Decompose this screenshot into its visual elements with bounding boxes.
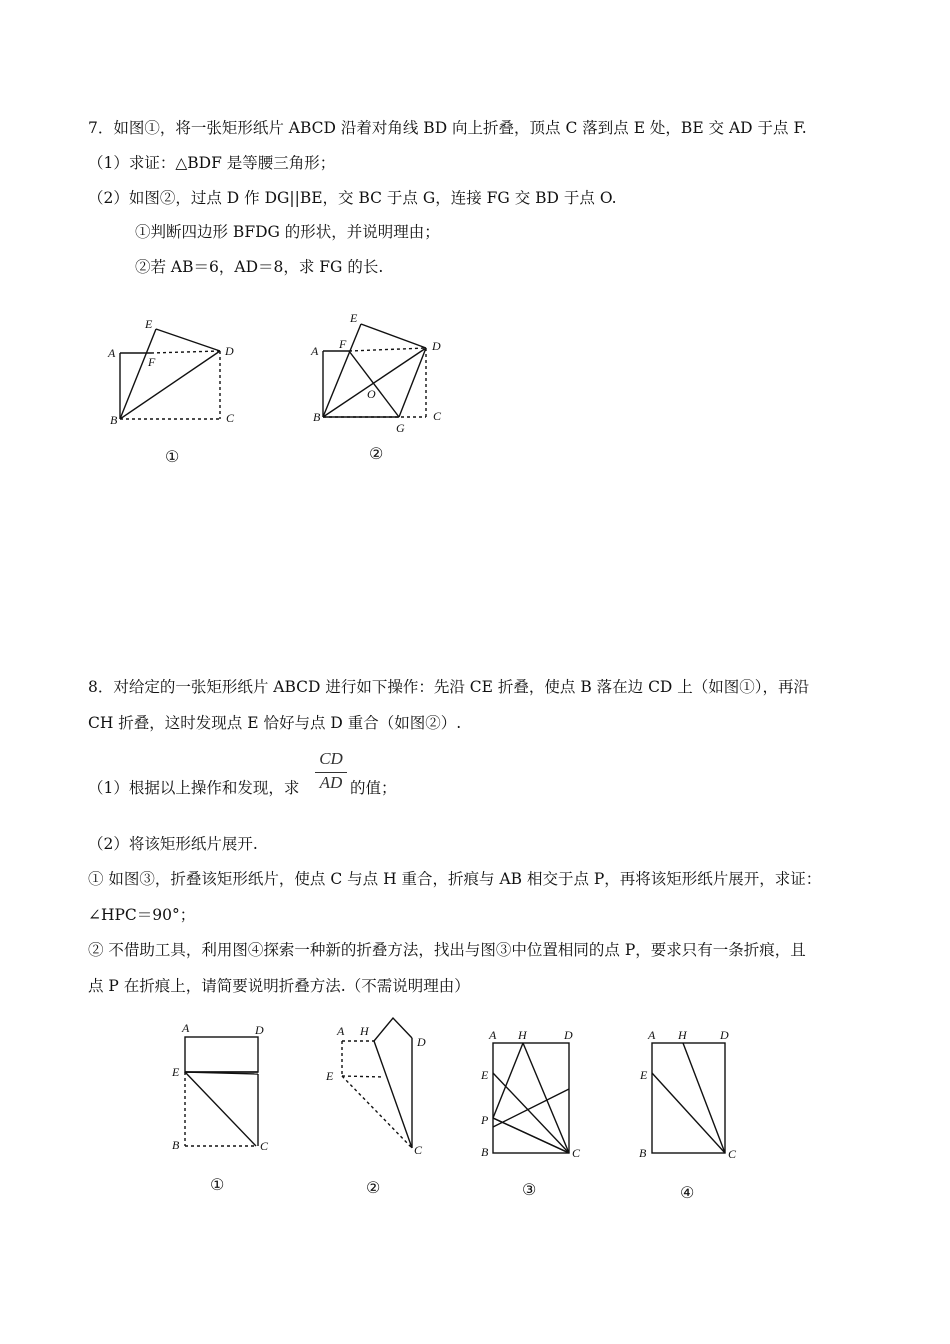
q8-part1-pre: （1）根据以上操作和发现，求 [88, 779, 300, 797]
q8-f4-label-B: B [639, 1146, 647, 1160]
q8-sub2-a: ② 不借助工具，利用图④探索一种新的折叠方法，找出与图③中位置相同的点 P，要求只有一条折痕，且 [88, 941, 806, 959]
q8-f1-label-E: E [172, 1065, 180, 1079]
q8-frac-numerator: CD [319, 749, 343, 768]
q7-f2-label-C: C [433, 409, 442, 423]
q7-f2-label-A: A [311, 344, 319, 358]
q8-line1: 8．对给定的一张矩形纸片 ABCD 进行如下操作：先沿 CE 折叠，使点 B 落在边 CD 上（如图①），再沿 [88, 678, 810, 696]
q8-sub1-a: ① 如图③，折叠该矩形纸片，使点 C 与点 H 重合，折痕与 AB 相交于点 P，再将该矩形纸片展开，求证： [88, 870, 822, 888]
q8-f3-label-P: P [481, 1113, 489, 1127]
q7-fig2-caption: ② [369, 444, 384, 463]
q7-f2-label-G: G [396, 421, 405, 435]
q7-f1-label-F: F [148, 355, 156, 369]
q8-f2-label-H: H [360, 1024, 369, 1038]
q7-fig1-caption: ① [165, 447, 180, 466]
q7-sub2: ②若 AB＝6，AD＝8，求 FG 的长. [135, 258, 384, 276]
q8-f4-label-C: C [728, 1147, 737, 1161]
q8-f3-label-B: B [481, 1145, 489, 1159]
q8-sub1-b: ∠HPC＝90°； [88, 906, 196, 924]
q8-f2-label-D: D [417, 1035, 426, 1049]
q8-fig3-caption: ③ [522, 1180, 537, 1199]
q7-f2-label-O: O [367, 387, 376, 401]
q8-f4-label-H: H [678, 1028, 687, 1042]
q8-f3-label-D: D [564, 1028, 573, 1042]
q8-part2: （2）将该矩形纸片展开. [88, 835, 258, 853]
q8-f1-label-D: D [255, 1023, 264, 1037]
q8-fig4-caption: ④ [680, 1183, 695, 1202]
q7-part2: （2）如图②，过点 D 作 DG||BE，交 BC 于点 G，连接 FG 交 BD 于点 O. [88, 189, 617, 207]
q8-fig1-caption: ① [210, 1175, 225, 1194]
q8-f1-label-A: A [182, 1021, 190, 1035]
q8-sub2-b: 点 P 在折痕上，请简要说明折叠方法.（不需说明理由） [88, 977, 470, 995]
q7-f1-label-E: E [145, 317, 153, 331]
q7-f2-label-E: E [350, 311, 358, 325]
q8-line2: CH 折叠，这时发现点 E 恰好与点 D 重合（如图②）. [88, 714, 462, 732]
q7-f2-label-D: D [432, 339, 441, 353]
q7-f1-label-D: D [225, 344, 234, 358]
q7-stem: 7．如图①，将一张矩形纸片 ABCD 沿着对角线 BD 向上折叠，顶点 C 落到点 E 处，BE 交 AD 于点 F. [88, 119, 807, 137]
q7-part1: （1）求证：△BDF 是等腰三角形； [88, 154, 336, 172]
q7-f2-label-F: F [339, 337, 347, 351]
q8-f2-label-C: C [414, 1143, 423, 1157]
q7-f1-label-C: C [226, 411, 235, 425]
q8-part1-post: 的值； [350, 779, 397, 797]
q8-f1-label-B: B [172, 1138, 180, 1152]
q8-fig2-caption: ② [366, 1178, 381, 1197]
q7-sub1: ①判断四边形 BFDG 的形状，并说明理由； [135, 223, 440, 241]
q7-f1-label-A: A [108, 346, 116, 360]
q7-f1-label-B: B [110, 413, 118, 427]
q8-f3-label-A: A [489, 1028, 497, 1042]
q8-f3-label-E: E [481, 1068, 489, 1082]
q8-f3-label-C: C [572, 1146, 581, 1160]
q8-f4-label-D: D [720, 1028, 729, 1042]
q8-frac-denominator: AD [319, 773, 343, 792]
q8-f2-label-E: E [326, 1069, 334, 1083]
q8-f4-label-A: A [648, 1028, 656, 1042]
q7-f2-label-B: B [313, 410, 321, 424]
q8-f1-label-C: C [260, 1139, 269, 1153]
q8-f2-label-A: A [337, 1024, 345, 1038]
q8-f4-label-E: E [640, 1068, 648, 1082]
q8-f3-label-H: H [518, 1028, 527, 1042]
